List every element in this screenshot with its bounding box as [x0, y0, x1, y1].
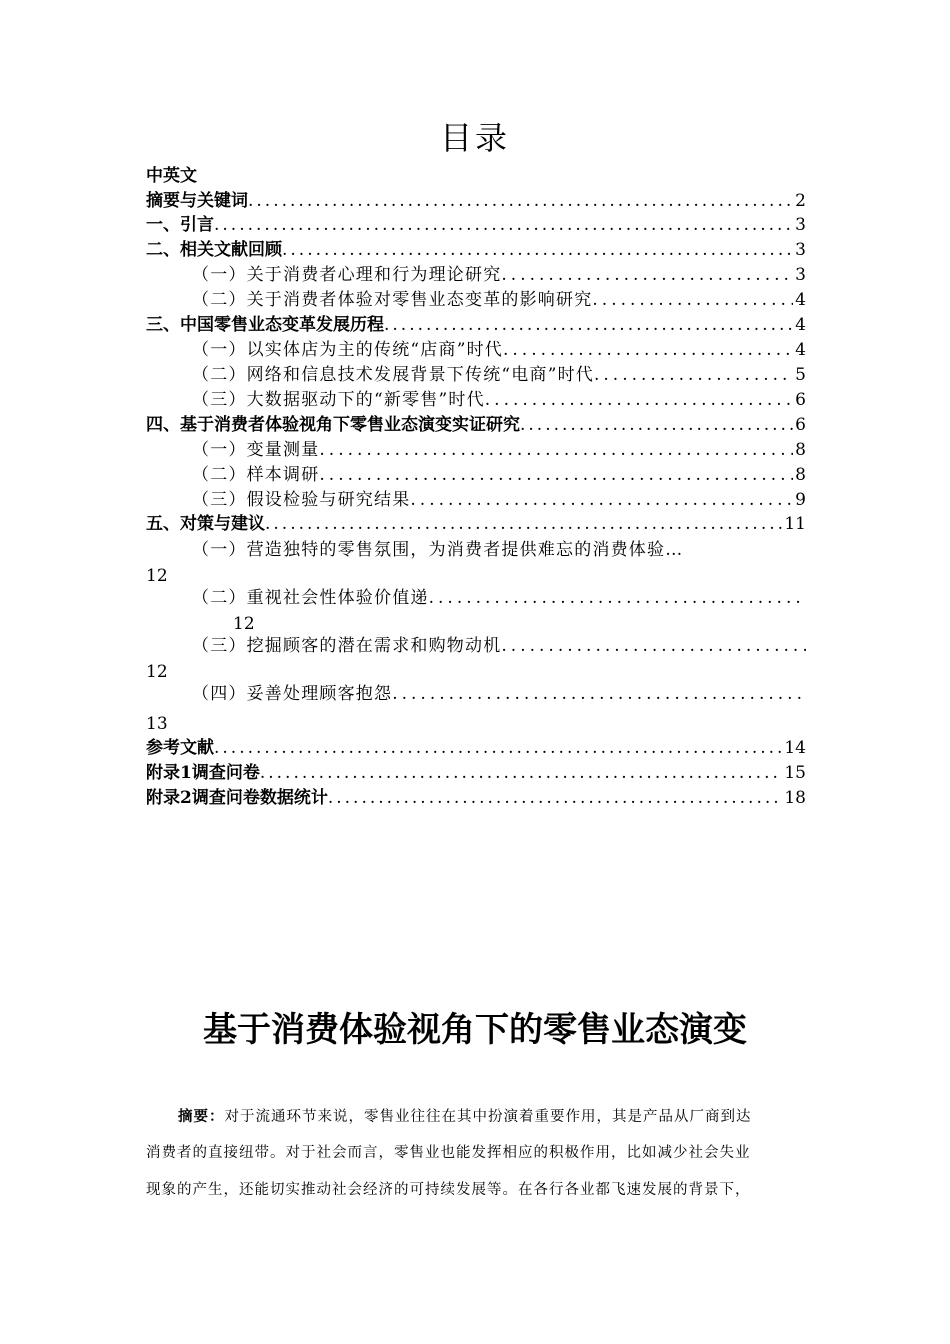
toc-dot-leader	[501, 634, 806, 658]
toc-entry[interactable]	[146, 162, 806, 188]
toc-page-number: 4	[795, 290, 806, 310]
toc-dot-leader	[594, 363, 793, 387]
toc-title: 目录	[439, 119, 510, 157]
toc-dot-leader	[392, 682, 806, 706]
toc-entry[interactable]	[146, 336, 806, 362]
toc-entry-label: （一）营造独特的零售氛围，为消费者提供难忘的消费体验…	[192, 540, 684, 560]
toc-entry-label: 附录2调查问卷数据统计	[146, 788, 328, 808]
toc-entry-label: （三）挖掘顾客的潜在需求和购物动机	[192, 636, 502, 656]
document-title: 基于消费体验视角下的零售业态演变	[203, 1010, 747, 1050]
abstract-text: 消费者的直接纽带。对于社会而言，零售业也能发挥相应的积极作用，比如减少社会失业	[146, 1145, 751, 1161]
toc-dot-leader	[248, 189, 793, 213]
toc-entry[interactable]	[146, 510, 806, 536]
toc-page-number: 6	[795, 390, 806, 410]
toc-dot-leader	[485, 388, 793, 412]
toc-page-number: 6	[795, 415, 806, 435]
toc-dot-leader	[328, 786, 783, 810]
toc-entry-label: 附录1调查问卷	[146, 763, 260, 783]
toc-entry[interactable]	[146, 311, 806, 337]
toc-page-number: 18	[784, 788, 806, 808]
toc-dot-leader	[265, 512, 782, 536]
toc-entry[interactable]	[146, 211, 806, 237]
toc-page-number: 13	[146, 714, 168, 734]
toc-entry-label: （四）妥善处理顾客抱怨	[192, 684, 393, 704]
toc-entry-label: 摘要与关键词	[146, 191, 248, 211]
toc-dot-leader	[429, 586, 806, 610]
toc-dot-leader	[503, 338, 793, 362]
toc-page-number: 14	[784, 738, 806, 758]
toc-dot-leader	[384, 313, 793, 337]
abstract-paragraph	[146, 1098, 806, 1209]
toc-page-number: 11	[784, 514, 806, 534]
toc-entry[interactable]	[146, 261, 806, 287]
toc-page-number: 12	[146, 566, 168, 586]
toc-entry-label: （三）假设检验与研究结果	[192, 490, 411, 510]
toc-entry-label: （一）关于消费者心理和行为理论研究	[192, 265, 502, 285]
toc-entry[interactable]	[146, 187, 806, 213]
toc-entry[interactable]	[146, 734, 806, 760]
abstract-text: 对于流通环节来说，零售业往往在其中扮演着重要作用，其是产品从厂商到达	[224, 1109, 752, 1125]
toc-dot-leader	[282, 238, 793, 262]
toc-dot-leader	[520, 413, 793, 437]
toc-dot-leader	[319, 463, 793, 487]
toc-entry-label: 中英文	[146, 166, 197, 186]
toc-entry-label: （二）样本调研	[192, 465, 320, 485]
toc-entry-label: 二、相关文献回顾	[146, 240, 282, 260]
toc-dot-leader	[214, 736, 782, 760]
toc-page-number: 2	[795, 191, 806, 211]
toc-entry-label: （二）关于消费者体验对零售业态变革的影响研究	[192, 290, 593, 310]
toc-entry-label: 一、引言	[146, 215, 214, 235]
toc-entry[interactable]	[146, 759, 806, 785]
toc-dot-leader	[319, 438, 793, 462]
toc-entry-label: 五、对策与建议	[146, 514, 265, 534]
toc-dot-leader	[410, 488, 793, 512]
toc-entry[interactable]	[146, 486, 806, 512]
toc-entry[interactable]	[146, 436, 806, 462]
toc-page-number: 3	[795, 265, 806, 285]
toc-dot-leader	[214, 213, 793, 237]
abstract-line	[146, 1172, 806, 1209]
toc-page-number: 4	[795, 315, 806, 335]
toc-entry-label: 三、中国零售业态变革发展历程	[146, 315, 384, 335]
toc-entry-label: （一）以实体店为主的传统“店商”时代	[192, 340, 503, 360]
toc-entry[interactable]	[146, 361, 806, 387]
toc-page-number: 4	[795, 340, 806, 360]
toc-entry[interactable]	[146, 286, 806, 312]
abstract-line	[146, 1135, 806, 1172]
toc-entry-label: （一）变量测量	[192, 440, 320, 460]
toc-entry-label: （二）重视社会性体验价值递	[192, 588, 429, 608]
abstract-text: 现象的产生，还能切实推动社会经济的可持续发展等。在各行各业都飞速发展的背景下，	[146, 1182, 751, 1198]
toc-page-number: 3	[795, 240, 806, 260]
toc-entry[interactable]	[146, 784, 806, 810]
toc-page-number: 12	[233, 614, 255, 634]
toc-entry[interactable]	[146, 386, 806, 412]
toc-entry-label: 四、基于消费者体验视角下零售业态演变实证研究	[146, 415, 520, 435]
toc-entry[interactable]	[146, 680, 806, 706]
toc-page-number: 15	[784, 763, 806, 783]
toc-page-number: 12	[146, 662, 168, 682]
toc-entry[interactable]	[146, 536, 806, 562]
toc-page-number: 9	[795, 490, 806, 510]
toc-page-number: 5	[795, 365, 806, 385]
toc-entry[interactable]	[146, 411, 806, 437]
toc-dot-leader	[592, 288, 793, 312]
toc-entry-label: 参考文献	[146, 738, 214, 758]
abstract-label: 摘要：	[178, 1108, 225, 1125]
toc-page-number: 8	[795, 465, 806, 485]
toc-dot-leader	[501, 263, 793, 287]
toc-entry[interactable]	[146, 584, 806, 610]
toc-dot-leader	[260, 761, 783, 785]
toc-entry[interactable]	[146, 461, 806, 487]
toc-entry-label: （三）大数据驱动下的“新零售”时代	[192, 390, 485, 410]
toc-page-number: 8	[795, 440, 806, 460]
toc-entry[interactable]	[146, 632, 806, 658]
abstract-line	[146, 1098, 806, 1135]
toc-page-number: 3	[795, 215, 806, 235]
toc-entry[interactable]	[146, 236, 806, 262]
toc-entry-label: （二）网络和信息技术发展背景下传统“电商”时代	[192, 365, 594, 385]
